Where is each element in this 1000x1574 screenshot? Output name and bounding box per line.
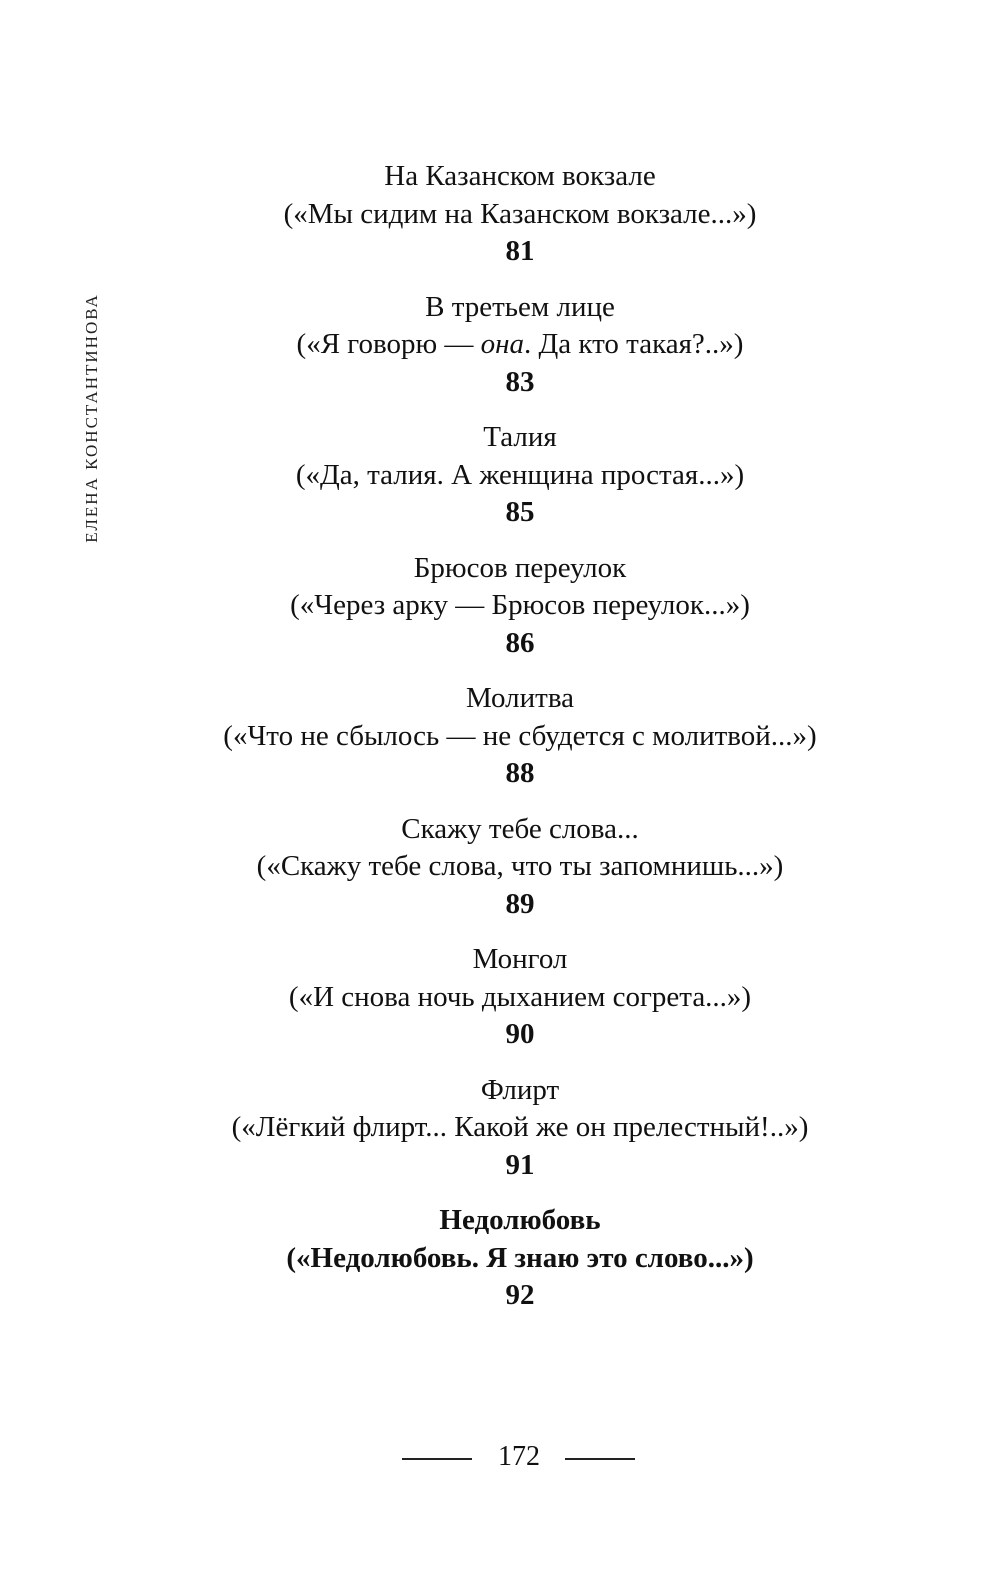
entry-first-line: («Лёгкий флирт... Какой же он прелестный!..») <box>231 1111 809 1143</box>
running-head-text: ЕЛЕНА КОНСТАНТИНОВА <box>82 293 101 543</box>
toc-entry <box>150 289 890 420</box>
entry-page-number: 85 <box>505 496 535 528</box>
entry-first-line: («Недолюбовь. Я знаю это слово...») <box>286 1241 754 1274</box>
entry-first-line: («И снова ночь дыханием согрета...») <box>288 980 752 1013</box>
entry-title: Флирт <box>480 1073 560 1106</box>
toc-entry <box>150 550 890 681</box>
toc-entry <box>150 158 890 289</box>
entry-page-number: 86 <box>505 626 535 659</box>
page-number: 172 <box>498 1441 540 1472</box>
entry-page-number: 83 <box>505 365 535 398</box>
entry-title: На Казанском вокзале <box>384 160 656 192</box>
entry-page-number: 89 <box>505 887 535 920</box>
entry-title: Скажу тебе слова... <box>401 812 639 845</box>
entry-title: Молитва <box>465 682 575 714</box>
table-of-contents <box>150 158 890 1333</box>
entry-first-line: («Мы сидим на Казанском вокзале...») <box>283 197 757 230</box>
first-line-italic: она <box>480 328 525 360</box>
entry-title: Монгол <box>472 943 568 975</box>
entry-first-line: («Через арку — Брюсов переулок...») <box>290 589 750 621</box>
first-line-part: . Да кто такая?..») <box>524 328 744 360</box>
toc-entry <box>150 811 890 942</box>
entry-title: Брюсов переулок <box>413 551 627 584</box>
entry-first-line <box>150 326 890 364</box>
toc-entry-current <box>150 1202 890 1333</box>
first-line-part: («Я говорю — <box>296 328 481 360</box>
folio-rule-right <box>565 1458 635 1460</box>
entry-page-number: 90 <box>505 1018 535 1050</box>
entry-page-number: 81 <box>505 235 535 267</box>
toc-entry <box>150 419 890 550</box>
entry-page-number: 91 <box>505 1148 535 1181</box>
entry-first-line: («Скажу тебе слова, что ты запомнишь...») <box>256 850 784 882</box>
folio-rule-left <box>402 1458 472 1460</box>
entry-title: Недолюбовь <box>439 1204 601 1236</box>
entry-page-number: 88 <box>505 757 535 789</box>
page-footer <box>0 1438 1000 1478</box>
entry-first-line: («Что не сбылось — не сбудется с молитвой...») <box>223 719 817 752</box>
entry-first-line: («Да, талия. А женщина простая...») <box>295 458 745 491</box>
entry-page-number: 92 <box>505 1279 535 1311</box>
toc-entry <box>150 680 890 811</box>
toc-entry <box>150 1072 890 1203</box>
toc-entry <box>150 941 890 1072</box>
entry-title: Талия <box>483 421 557 453</box>
entry-title: В третьем лице <box>425 290 615 323</box>
